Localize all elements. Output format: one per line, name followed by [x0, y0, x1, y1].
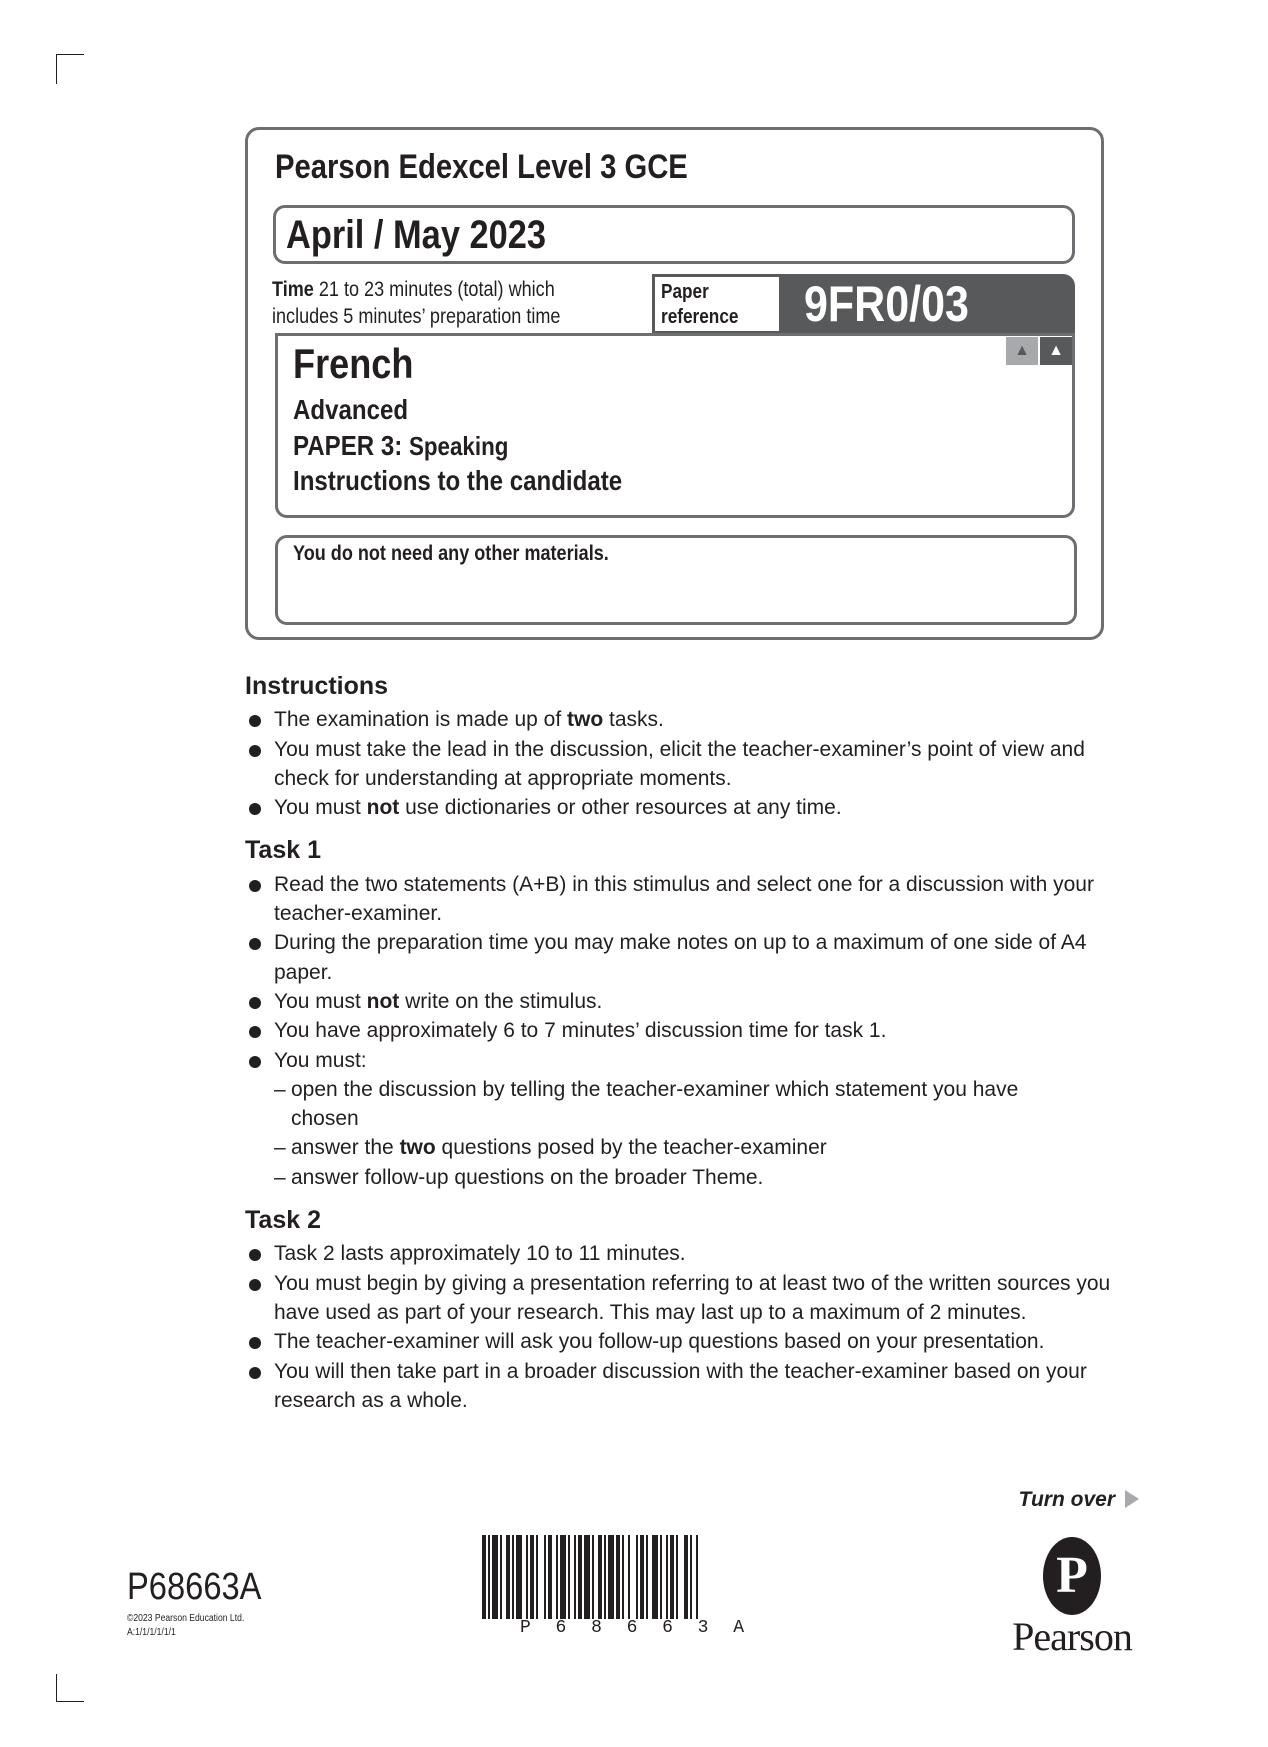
barcode-text	[520, 1618, 744, 1638]
copyright: ©2023 Pearson Education Ltd. A:1/1/1/1/1/1	[127, 1613, 245, 1638]
list-item: Read the two statements (A+B) in this stimulus and select one for a discussion with your teacher-examiner.	[245, 870, 1125, 929]
list-item: You must begin by giving a presentation referring to at least two of the written sources you have used as part of your research. This may last up to a maximum of 2 minutes.	[245, 1269, 1125, 1328]
list-item: The examination is made up of two tasks.	[245, 705, 1125, 734]
barcode-char: 6	[662, 1618, 673, 1638]
crop-mark-top-left	[56, 54, 84, 84]
paper-name: PAPER 3: Speaking	[293, 430, 509, 461]
paper-reference: 9FR0/03	[804, 276, 969, 332]
task1-heading: Task 1	[245, 836, 321, 865]
list-item: – answer follow-up questions on the broader Theme.	[274, 1165, 764, 1189]
list-item: You must take the lead in the discussion, elicit the teacher-examiner’s point of view and check for understanding at appropriate moments.	[245, 735, 1125, 794]
barcode	[482, 1535, 776, 1619]
barcode-char: 6	[555, 1618, 567, 1638]
barcode-char: 3	[697, 1618, 709, 1638]
instructions-body	[245, 672, 1125, 1415]
list-item: The teacher-examiner will ask you follow-up questions based on your presentation.	[245, 1327, 1125, 1356]
barcode-bar	[698, 1535, 702, 1619]
triangle-icon: ▲	[1006, 337, 1038, 365]
list-item: You must not write on the stimulus.	[245, 987, 1125, 1016]
paper-reference-box: Paper reference 9FR0/03	[652, 274, 1075, 334]
instructions-heading: Instructions	[245, 672, 389, 700]
barcode-char: P	[520, 1618, 531, 1638]
list-item: – open the discussion by telling the teacher-examiner which statement you have chosen	[274, 1077, 1019, 1131]
session: April / May 2023	[286, 213, 547, 257]
list-item: – answer the two questions posed by the teacher-examiner	[274, 1136, 827, 1160]
task1-sublist	[245, 1075, 1125, 1192]
level: Advanced	[293, 394, 409, 425]
crop-mark-bottom-left	[56, 1674, 84, 1702]
subject: French	[293, 340, 414, 387]
subject-box	[275, 333, 1075, 518]
barcode-char: 8	[591, 1618, 602, 1638]
barcode-char: A	[733, 1618, 744, 1638]
materials-box	[275, 535, 1077, 625]
list-item: During the preparation time you may make notes on up to a maximum of one side of A4 paper.	[245, 928, 1125, 987]
task2-list	[245, 1239, 1125, 1415]
time-info: Time 21 to 23 minutes (total) which includes 5 minutes’ preparation time	[272, 278, 561, 328]
print-code: A:1/1/1/1/1/1	[127, 1627, 176, 1638]
paper-code: P68663A	[127, 1566, 262, 1608]
pearson-logo: P Pearson	[1002, 1537, 1142, 1659]
task1-list	[245, 870, 1125, 1075]
materials: You do not need any other materials.	[293, 542, 609, 565]
doc-type: Instructions to the candidate	[293, 465, 623, 496]
paper-ref-label: Paper	[661, 281, 709, 303]
list-item: Task 2 lasts approximately 10 to 11 minutes.	[245, 1239, 1125, 1268]
turn-over: Turn over	[1019, 1488, 1139, 1512]
barcode-char: 6	[626, 1618, 638, 1638]
arrow-right-icon	[1125, 1490, 1139, 1508]
task2-heading: Task 2	[245, 1206, 321, 1235]
pearson-p-icon: P	[1043, 1537, 1101, 1615]
list-item: You will then take part in a broader discussion with the teacher-examiner based on your research as a whole.	[245, 1357, 1125, 1416]
list-item: You must not use dictionaries or other resources at any time.	[245, 793, 1125, 822]
list-item: You must:	[245, 1046, 1125, 1075]
session-box	[273, 205, 1075, 264]
list-item: You have approximately 6 to 7 minutes’ discussion time for task 1.	[245, 1016, 1125, 1045]
triangle-icon: ▲	[1040, 337, 1072, 365]
exam-board: Pearson Edexcel Level 3 GCE	[275, 148, 688, 186]
instructions-list	[245, 705, 1125, 822]
